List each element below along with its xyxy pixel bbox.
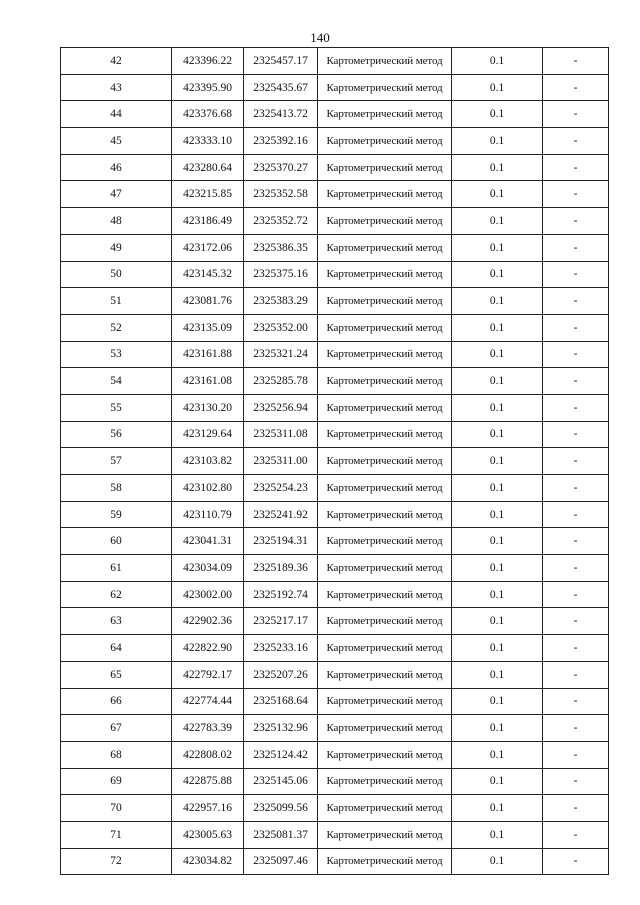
table-row (61, 768, 609, 795)
accuracy-cell: 0.1 (452, 208, 543, 235)
description-cell: - (543, 608, 609, 635)
y-coordinate-cell: 2325207.26 (244, 661, 318, 688)
point-number-cell: 57 (61, 448, 172, 475)
point-number-cell: 59 (61, 501, 172, 528)
x-coordinate-cell: 422792.17 (172, 661, 244, 688)
point-number-cell: 44 (61, 101, 172, 128)
accuracy-cell: 0.1 (452, 74, 543, 101)
accuracy-cell: 0.1 (452, 101, 543, 128)
table-row (61, 181, 609, 208)
y-coordinate-cell: 2325217.17 (244, 608, 318, 635)
description-cell: - (543, 715, 609, 742)
table-row (61, 555, 609, 582)
table-row (61, 715, 609, 742)
accuracy-cell: 0.1 (452, 768, 543, 795)
x-coordinate-cell: 423186.49 (172, 208, 244, 235)
point-number-cell: 69 (61, 768, 172, 795)
y-coordinate-cell: 2325189.36 (244, 555, 318, 582)
point-number-cell: 66 (61, 688, 172, 715)
x-coordinate-cell: 423110.79 (172, 501, 244, 528)
point-number-cell: 63 (61, 608, 172, 635)
method-cell: Картометрический метод (318, 181, 452, 208)
table-row (61, 661, 609, 688)
table-row (61, 234, 609, 261)
method-cell: Картометрический метод (318, 448, 452, 475)
method-cell: Картометрический метод (318, 261, 452, 288)
y-coordinate-cell: 2325099.56 (244, 795, 318, 822)
accuracy-cell: 0.1 (452, 368, 543, 395)
table-row (61, 795, 609, 822)
x-coordinate-cell: 423005.63 (172, 821, 244, 848)
table-row (61, 688, 609, 715)
description-cell: - (543, 501, 609, 528)
point-number-cell: 53 (61, 341, 172, 368)
method-cell: Картометрический метод (318, 234, 452, 261)
accuracy-cell: 0.1 (452, 341, 543, 368)
point-number-cell: 52 (61, 314, 172, 341)
method-cell: Картометрический метод (318, 421, 452, 448)
y-coordinate-cell: 2325081.37 (244, 821, 318, 848)
table-row (61, 475, 609, 502)
point-number-cell: 68 (61, 741, 172, 768)
y-coordinate-cell: 2325311.00 (244, 448, 318, 475)
table-row (61, 368, 609, 395)
x-coordinate-cell: 423103.82 (172, 448, 244, 475)
y-coordinate-cell: 2325233.16 (244, 635, 318, 662)
table-row (61, 501, 609, 528)
description-cell: - (543, 154, 609, 181)
method-cell: Картометрический метод (318, 768, 452, 795)
description-cell: - (543, 288, 609, 315)
x-coordinate-cell: 423034.82 (172, 848, 244, 875)
point-number-cell: 60 (61, 528, 172, 555)
description-cell: - (543, 208, 609, 235)
method-cell: Картометрический метод (318, 394, 452, 421)
y-coordinate-cell: 2325194.31 (244, 528, 318, 555)
y-coordinate-cell: 2325352.58 (244, 181, 318, 208)
accuracy-cell: 0.1 (452, 555, 543, 582)
x-coordinate-cell: 423280.64 (172, 154, 244, 181)
x-coordinate-cell: 422783.39 (172, 715, 244, 742)
x-coordinate-cell: 423041.31 (172, 528, 244, 555)
point-number-cell: 67 (61, 715, 172, 742)
accuracy-cell: 0.1 (452, 528, 543, 555)
accuracy-cell: 0.1 (452, 154, 543, 181)
coordinates-table-body (61, 48, 609, 875)
accuracy-cell: 0.1 (452, 608, 543, 635)
x-coordinate-cell: 422822.90 (172, 635, 244, 662)
description-cell: - (543, 741, 609, 768)
point-number-cell: 65 (61, 661, 172, 688)
page-number: 140 (310, 30, 330, 45)
point-number-cell: 56 (61, 421, 172, 448)
description-cell: - (543, 768, 609, 795)
y-coordinate-cell: 2325285.78 (244, 368, 318, 395)
table-row (61, 821, 609, 848)
x-coordinate-cell: 423034.09 (172, 555, 244, 582)
method-cell: Картометрический метод (318, 821, 452, 848)
table-row (61, 394, 609, 421)
point-number-cell: 71 (61, 821, 172, 848)
y-coordinate-cell: 2325132.96 (244, 715, 318, 742)
accuracy-cell: 0.1 (452, 741, 543, 768)
y-coordinate-cell: 2325383.29 (244, 288, 318, 315)
description-cell: - (543, 101, 609, 128)
x-coordinate-cell: 422957.16 (172, 795, 244, 822)
description-cell: - (543, 555, 609, 582)
table-row (61, 288, 609, 315)
description-cell: - (543, 661, 609, 688)
table-row (61, 208, 609, 235)
method-cell: Картометрический метод (318, 128, 452, 155)
accuracy-cell: 0.1 (452, 661, 543, 688)
point-number-cell: 72 (61, 848, 172, 875)
point-number-cell: 48 (61, 208, 172, 235)
point-number-cell: 58 (61, 475, 172, 502)
accuracy-cell: 0.1 (452, 421, 543, 448)
x-coordinate-cell: 423161.88 (172, 341, 244, 368)
description-cell: - (543, 181, 609, 208)
description-cell: - (543, 821, 609, 848)
table-row (61, 608, 609, 635)
y-coordinate-cell: 2325321.24 (244, 341, 318, 368)
accuracy-cell: 0.1 (452, 475, 543, 502)
point-number-cell: 61 (61, 555, 172, 582)
y-coordinate-cell: 2325413.72 (244, 101, 318, 128)
description-cell: - (543, 234, 609, 261)
x-coordinate-cell: 423081.76 (172, 288, 244, 315)
description-cell: - (543, 795, 609, 822)
method-cell: Картометрический метод (318, 608, 452, 635)
point-number-cell: 42 (61, 48, 172, 75)
y-coordinate-cell: 2325097.46 (244, 848, 318, 875)
description-cell: - (543, 341, 609, 368)
description-cell: - (543, 74, 609, 101)
x-coordinate-cell: 423130.20 (172, 394, 244, 421)
method-cell: Картометрический метод (318, 341, 452, 368)
description-cell: - (543, 475, 609, 502)
y-coordinate-cell: 2325392.16 (244, 128, 318, 155)
description-cell: - (543, 394, 609, 421)
accuracy-cell: 0.1 (452, 288, 543, 315)
method-cell: Картометрический метод (318, 501, 452, 528)
accuracy-cell: 0.1 (452, 795, 543, 822)
accuracy-cell: 0.1 (452, 261, 543, 288)
x-coordinate-cell: 423172.06 (172, 234, 244, 261)
point-number-cell: 55 (61, 394, 172, 421)
x-coordinate-cell: 423129.64 (172, 421, 244, 448)
description-cell: - (543, 528, 609, 555)
description-cell: - (543, 314, 609, 341)
method-cell: Картометрический метод (318, 154, 452, 181)
description-cell: - (543, 848, 609, 875)
x-coordinate-cell: 423135.09 (172, 314, 244, 341)
y-coordinate-cell: 2325457.17 (244, 48, 318, 75)
y-coordinate-cell: 2325241.92 (244, 501, 318, 528)
accuracy-cell: 0.1 (452, 821, 543, 848)
table-row (61, 154, 609, 181)
point-number-cell: 62 (61, 581, 172, 608)
y-coordinate-cell: 2325145.06 (244, 768, 318, 795)
y-coordinate-cell: 2325256.94 (244, 394, 318, 421)
point-number-cell: 70 (61, 795, 172, 822)
description-cell: - (543, 48, 609, 75)
method-cell: Картометрический метод (318, 288, 452, 315)
table-row (61, 848, 609, 875)
table-row (61, 421, 609, 448)
method-cell: Картометрический метод (318, 581, 452, 608)
x-coordinate-cell: 423396.22 (172, 48, 244, 75)
y-coordinate-cell: 2325375.16 (244, 261, 318, 288)
method-cell: Картометрический метод (318, 555, 452, 582)
accuracy-cell: 0.1 (452, 181, 543, 208)
point-number-cell: 51 (61, 288, 172, 315)
x-coordinate-cell: 423333.10 (172, 128, 244, 155)
accuracy-cell: 0.1 (452, 635, 543, 662)
x-coordinate-cell: 423102.80 (172, 475, 244, 502)
method-cell: Картометрический метод (318, 48, 452, 75)
y-coordinate-cell: 2325124.42 (244, 741, 318, 768)
x-coordinate-cell: 422875.88 (172, 768, 244, 795)
method-cell: Картометрический метод (318, 848, 452, 875)
coordinates-table (60, 47, 609, 875)
accuracy-cell: 0.1 (452, 128, 543, 155)
point-number-cell: 64 (61, 635, 172, 662)
y-coordinate-cell: 2325352.72 (244, 208, 318, 235)
point-number-cell: 45 (61, 128, 172, 155)
point-number-cell: 43 (61, 74, 172, 101)
y-coordinate-cell: 2325192.74 (244, 581, 318, 608)
method-cell: Картометрический метод (318, 715, 452, 742)
point-number-cell: 54 (61, 368, 172, 395)
accuracy-cell: 0.1 (452, 394, 543, 421)
y-coordinate-cell: 2325370.27 (244, 154, 318, 181)
accuracy-cell: 0.1 (452, 581, 543, 608)
accuracy-cell: 0.1 (452, 688, 543, 715)
y-coordinate-cell: 2325168.64 (244, 688, 318, 715)
description-cell: - (543, 688, 609, 715)
y-coordinate-cell: 2325386.35 (244, 234, 318, 261)
y-coordinate-cell: 2325352.00 (244, 314, 318, 341)
point-number-cell: 46 (61, 154, 172, 181)
method-cell: Картометрический метод (318, 368, 452, 395)
accuracy-cell: 0.1 (452, 501, 543, 528)
x-coordinate-cell: 423145.32 (172, 261, 244, 288)
table-row (61, 314, 609, 341)
description-cell: - (543, 261, 609, 288)
point-number-cell: 47 (61, 181, 172, 208)
x-coordinate-cell: 423215.85 (172, 181, 244, 208)
table-row (61, 74, 609, 101)
description-cell: - (543, 635, 609, 662)
description-cell: - (543, 448, 609, 475)
method-cell: Картометрический метод (318, 74, 452, 101)
x-coordinate-cell: 422902.36 (172, 608, 244, 635)
x-coordinate-cell: 423395.90 (172, 74, 244, 101)
accuracy-cell: 0.1 (452, 314, 543, 341)
method-cell: Картометрический метод (318, 635, 452, 662)
method-cell: Картометрический метод (318, 101, 452, 128)
method-cell: Картометрический метод (318, 741, 452, 768)
description-cell: - (543, 128, 609, 155)
method-cell: Картометрический метод (318, 208, 452, 235)
x-coordinate-cell: 422774.44 (172, 688, 244, 715)
table-row (61, 261, 609, 288)
method-cell: Картометрический метод (318, 475, 452, 502)
y-coordinate-cell: 2325254.23 (244, 475, 318, 502)
table-row (61, 635, 609, 662)
accuracy-cell: 0.1 (452, 448, 543, 475)
table-row (61, 741, 609, 768)
x-coordinate-cell: 423161.08 (172, 368, 244, 395)
table-row (61, 341, 609, 368)
table-row (61, 581, 609, 608)
method-cell: Картометрический метод (318, 528, 452, 555)
accuracy-cell: 0.1 (452, 848, 543, 875)
description-cell: - (543, 368, 609, 395)
description-cell: - (543, 421, 609, 448)
table-row (61, 101, 609, 128)
table-row (61, 128, 609, 155)
method-cell: Картометрический метод (318, 688, 452, 715)
x-coordinate-cell: 423002.00 (172, 581, 244, 608)
description-cell: - (543, 581, 609, 608)
accuracy-cell: 0.1 (452, 48, 543, 75)
y-coordinate-cell: 2325435.67 (244, 74, 318, 101)
method-cell: Картометрический метод (318, 661, 452, 688)
x-coordinate-cell: 422808.02 (172, 741, 244, 768)
method-cell: Картометрический метод (318, 795, 452, 822)
point-number-cell: 50 (61, 261, 172, 288)
y-coordinate-cell: 2325311.08 (244, 421, 318, 448)
accuracy-cell: 0.1 (452, 715, 543, 742)
point-number-cell: 49 (61, 234, 172, 261)
x-coordinate-cell: 423376.68 (172, 101, 244, 128)
method-cell: Картометрический метод (318, 314, 452, 341)
accuracy-cell: 0.1 (452, 234, 543, 261)
table-row (61, 448, 609, 475)
table-row (61, 48, 609, 75)
table-row (61, 528, 609, 555)
